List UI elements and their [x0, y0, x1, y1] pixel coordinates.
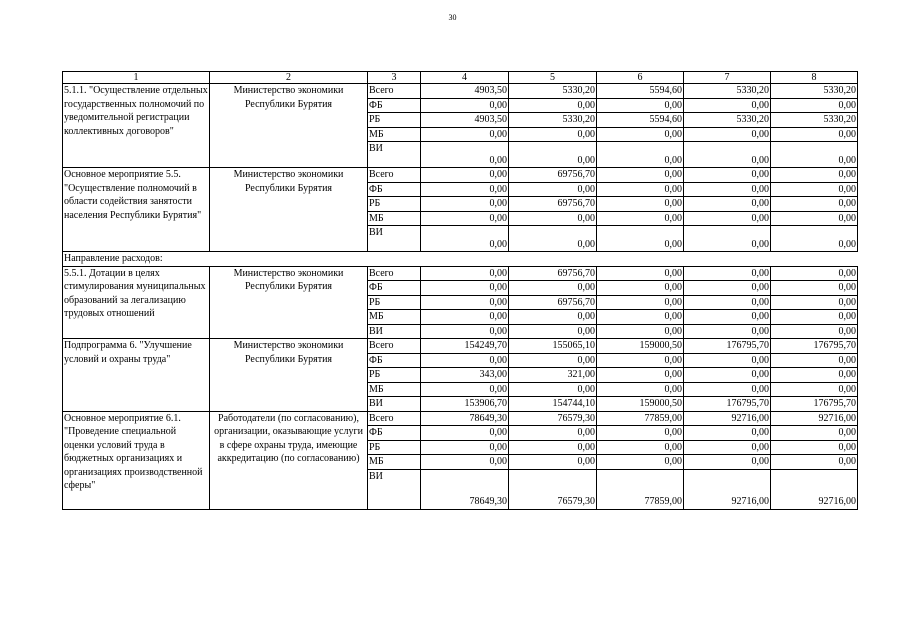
value-cell: 69756,70 [509, 295, 597, 310]
funding-source: Всего [368, 266, 421, 281]
funding-source: Всего [368, 168, 421, 183]
value-cell: 0,00 [684, 324, 771, 339]
value-cell: 0,00 [597, 426, 684, 441]
value-cell: 0,00 [597, 168, 684, 183]
header-cell: 1 [63, 72, 210, 84]
value-cell: 0,00 [421, 266, 509, 281]
measure-name: Основное мероприятие 6.1. "Проведение специальной оценки условий труда в бюджетных организациях и организациях производственной сферы" [63, 411, 210, 509]
header-row [63, 72, 858, 84]
value-cell: 5594,60 [597, 113, 684, 128]
header-cell: 5 [509, 72, 597, 84]
value-cell: 0,00 [684, 182, 771, 197]
value-cell: 0,00 [509, 211, 597, 226]
value-cell: 5330,20 [509, 84, 597, 99]
value-cell: 0,00 [684, 455, 771, 470]
value-cell: 321,00 [509, 368, 597, 383]
header-cell: 3 [368, 72, 421, 84]
value-cell: 0,00 [597, 197, 684, 212]
value-cell: 0,00 [771, 266, 858, 281]
value-cell: 0,00 [684, 382, 771, 397]
executor: Министерство экономики Республики Бурятия [210, 168, 368, 252]
value-cell: 0,00 [421, 281, 509, 296]
value-cell: 0,00 [684, 368, 771, 383]
value-cell: 0,00 [771, 353, 858, 368]
value-cell: 159000,50 [597, 397, 684, 412]
funding-source: ФБ [368, 426, 421, 441]
funding-source: МБ [368, 382, 421, 397]
value-cell: 0,00 [421, 98, 509, 113]
header-cell: 4 [421, 72, 509, 84]
value-cell: 69756,70 [509, 266, 597, 281]
table-row [63, 84, 858, 99]
value-cell: 0,00 [597, 142, 684, 168]
value-cell: 159000,50 [597, 339, 684, 354]
executor: Министерство экономики Республики Бурятия [210, 266, 368, 339]
funding-source: ФБ [368, 281, 421, 296]
value-cell: 0,00 [684, 142, 771, 168]
value-cell: 0,00 [771, 368, 858, 383]
executor: Министерство экономики Республики Бурятия [210, 84, 368, 168]
value-cell: 0,00 [421, 197, 509, 212]
funding-source: МБ [368, 455, 421, 470]
value-cell: 176795,70 [771, 339, 858, 354]
funding-source: МБ [368, 127, 421, 142]
value-cell: 0,00 [684, 168, 771, 183]
value-cell: 0,00 [509, 226, 597, 252]
value-cell: 92716,00 [771, 469, 858, 509]
funding-source: ВИ [368, 397, 421, 412]
value-cell: 0,00 [421, 324, 509, 339]
value-cell: 154249,70 [421, 339, 509, 354]
table-row [63, 168, 858, 183]
value-cell: 0,00 [684, 353, 771, 368]
value-cell: 0,00 [421, 440, 509, 455]
value-cell: 0,00 [771, 455, 858, 470]
value-cell: 0,00 [509, 440, 597, 455]
value-cell: 0,00 [771, 142, 858, 168]
value-cell: 0,00 [509, 382, 597, 397]
value-cell: 0,00 [684, 440, 771, 455]
value-cell: 0,00 [771, 324, 858, 339]
value-cell: 0,00 [597, 281, 684, 296]
value-cell: 0,00 [509, 98, 597, 113]
value-cell: 0,00 [771, 197, 858, 212]
value-cell: 0,00 [684, 98, 771, 113]
value-cell: 0,00 [771, 182, 858, 197]
value-cell: 0,00 [684, 197, 771, 212]
value-cell: 0,00 [597, 368, 684, 383]
value-cell: 0,00 [421, 211, 509, 226]
value-cell: 176795,70 [771, 397, 858, 412]
value-cell: 0,00 [771, 168, 858, 183]
measure-name: Основное мероприятие 5.5. "Осуществление полномочий в области содействия занятости населения Республики Бурятия" [63, 168, 210, 252]
funding-source: РБ [368, 295, 421, 310]
value-cell: 0,00 [684, 310, 771, 325]
executor: Работодатели (по согласованию), организации, оказывающие услуги в сфере охраны труда, имеющие аккредитацию (по согласованию) [210, 411, 368, 509]
value-cell: 0,00 [597, 127, 684, 142]
header-cell: 2 [210, 72, 368, 84]
funding-source: ВИ [368, 469, 421, 509]
funding-source: ФБ [368, 98, 421, 113]
table-row [63, 339, 858, 354]
value-cell: 0,00 [771, 295, 858, 310]
value-cell: 0,00 [684, 226, 771, 252]
value-cell: 0,00 [684, 426, 771, 441]
funding-source: РБ [368, 113, 421, 128]
value-cell: 5330,20 [684, 113, 771, 128]
value-cell: 0,00 [771, 426, 858, 441]
value-cell: 0,00 [597, 324, 684, 339]
value-cell: 5330,20 [684, 84, 771, 99]
value-cell: 0,00 [597, 226, 684, 252]
funding-source: ВИ [368, 226, 421, 252]
value-cell: 0,00 [509, 182, 597, 197]
value-cell: 4903,50 [421, 84, 509, 99]
funding-source: МБ [368, 211, 421, 226]
measure-name: 5.1.1. "Осуществление отдельных государственных полномочий по уведомительной регистрации коллективных договоров" [63, 84, 210, 168]
value-cell: 78649,30 [421, 411, 509, 426]
value-cell: 0,00 [771, 127, 858, 142]
budget-table [62, 71, 858, 510]
value-cell: 0,00 [597, 98, 684, 113]
value-cell: 0,00 [509, 310, 597, 325]
header-cell: 8 [771, 72, 858, 84]
value-cell: 0,00 [597, 266, 684, 281]
value-cell: 5330,20 [509, 113, 597, 128]
direction-label: Направление расходов: [63, 252, 858, 267]
value-cell: 0,00 [421, 168, 509, 183]
value-cell: 154744,10 [509, 397, 597, 412]
value-cell: 0,00 [684, 281, 771, 296]
table-row [63, 411, 858, 426]
value-cell: 76579,30 [509, 411, 597, 426]
value-cell: 0,00 [771, 440, 858, 455]
value-cell: 92716,00 [684, 411, 771, 426]
value-cell: 0,00 [421, 182, 509, 197]
value-cell: 69756,70 [509, 168, 597, 183]
funding-source: РБ [368, 368, 421, 383]
value-cell: 0,00 [421, 310, 509, 325]
value-cell: 0,00 [771, 211, 858, 226]
funding-source: ВИ [368, 142, 421, 168]
value-cell: 0,00 [421, 295, 509, 310]
value-cell: 0,00 [509, 324, 597, 339]
measure-name: Подпрограмма 6. "Улучшение условий и охраны труда" [63, 339, 210, 412]
value-cell: 78649,30 [421, 469, 509, 509]
value-cell: 0,00 [421, 142, 509, 168]
value-cell: 0,00 [597, 440, 684, 455]
measure-name: 5.5.1. Дотации в целях стимулирования муниципальных образований за легализацию трудовых отношений [63, 266, 210, 339]
value-cell: 0,00 [771, 310, 858, 325]
value-cell: 0,00 [509, 142, 597, 168]
value-cell: 0,00 [421, 455, 509, 470]
value-cell: 0,00 [421, 382, 509, 397]
funding-source: Всего [368, 411, 421, 426]
value-cell: 92716,00 [771, 411, 858, 426]
value-cell: 77859,00 [597, 469, 684, 509]
value-cell: 0,00 [509, 426, 597, 441]
value-cell: 0,00 [771, 226, 858, 252]
value-cell: 5330,20 [771, 113, 858, 128]
value-cell: 0,00 [597, 382, 684, 397]
value-cell: 5330,20 [771, 84, 858, 99]
value-cell: 0,00 [509, 281, 597, 296]
value-cell: 5594,60 [597, 84, 684, 99]
value-cell: 0,00 [771, 98, 858, 113]
value-cell: 0,00 [509, 455, 597, 470]
value-cell: 0,00 [684, 266, 771, 281]
value-cell: 0,00 [421, 353, 509, 368]
executor: Министерство экономики Республики Бурятия [210, 339, 368, 412]
value-cell: 76579,30 [509, 469, 597, 509]
value-cell: 0,00 [684, 211, 771, 226]
header-cell: 6 [597, 72, 684, 84]
value-cell: 4903,50 [421, 113, 509, 128]
value-cell: 0,00 [421, 127, 509, 142]
page-number: 30 [448, 13, 457, 22]
value-cell: 0,00 [597, 310, 684, 325]
value-cell: 0,00 [597, 295, 684, 310]
value-cell: 92716,00 [684, 469, 771, 509]
value-cell: 176795,70 [684, 397, 771, 412]
value-cell: 0,00 [597, 182, 684, 197]
funding-source: РБ [368, 197, 421, 212]
funding-source: РБ [368, 440, 421, 455]
value-cell: 77859,00 [597, 411, 684, 426]
value-cell: 0,00 [597, 455, 684, 470]
funding-source: ВИ [368, 324, 421, 339]
value-cell: 343,00 [421, 368, 509, 383]
funding-source: Всего [368, 84, 421, 99]
value-cell: 0,00 [421, 426, 509, 441]
direction-row [63, 252, 858, 267]
value-cell: 0,00 [597, 353, 684, 368]
value-cell: 0,00 [597, 211, 684, 226]
value-cell: 176795,70 [684, 339, 771, 354]
value-cell: 0,00 [771, 382, 858, 397]
table-row [63, 266, 858, 281]
funding-source: МБ [368, 310, 421, 325]
funding-source: ФБ [368, 353, 421, 368]
value-cell: 153906,70 [421, 397, 509, 412]
value-cell: 0,00 [509, 127, 597, 142]
value-cell: 0,00 [684, 295, 771, 310]
value-cell: 0,00 [771, 281, 858, 296]
value-cell: 0,00 [684, 127, 771, 142]
value-cell: 0,00 [421, 226, 509, 252]
funding-source: ФБ [368, 182, 421, 197]
value-cell: 0,00 [509, 353, 597, 368]
value-cell: 155065,10 [509, 339, 597, 354]
header-cell: 7 [684, 72, 771, 84]
funding-source: Всего [368, 339, 421, 354]
value-cell: 69756,70 [509, 197, 597, 212]
